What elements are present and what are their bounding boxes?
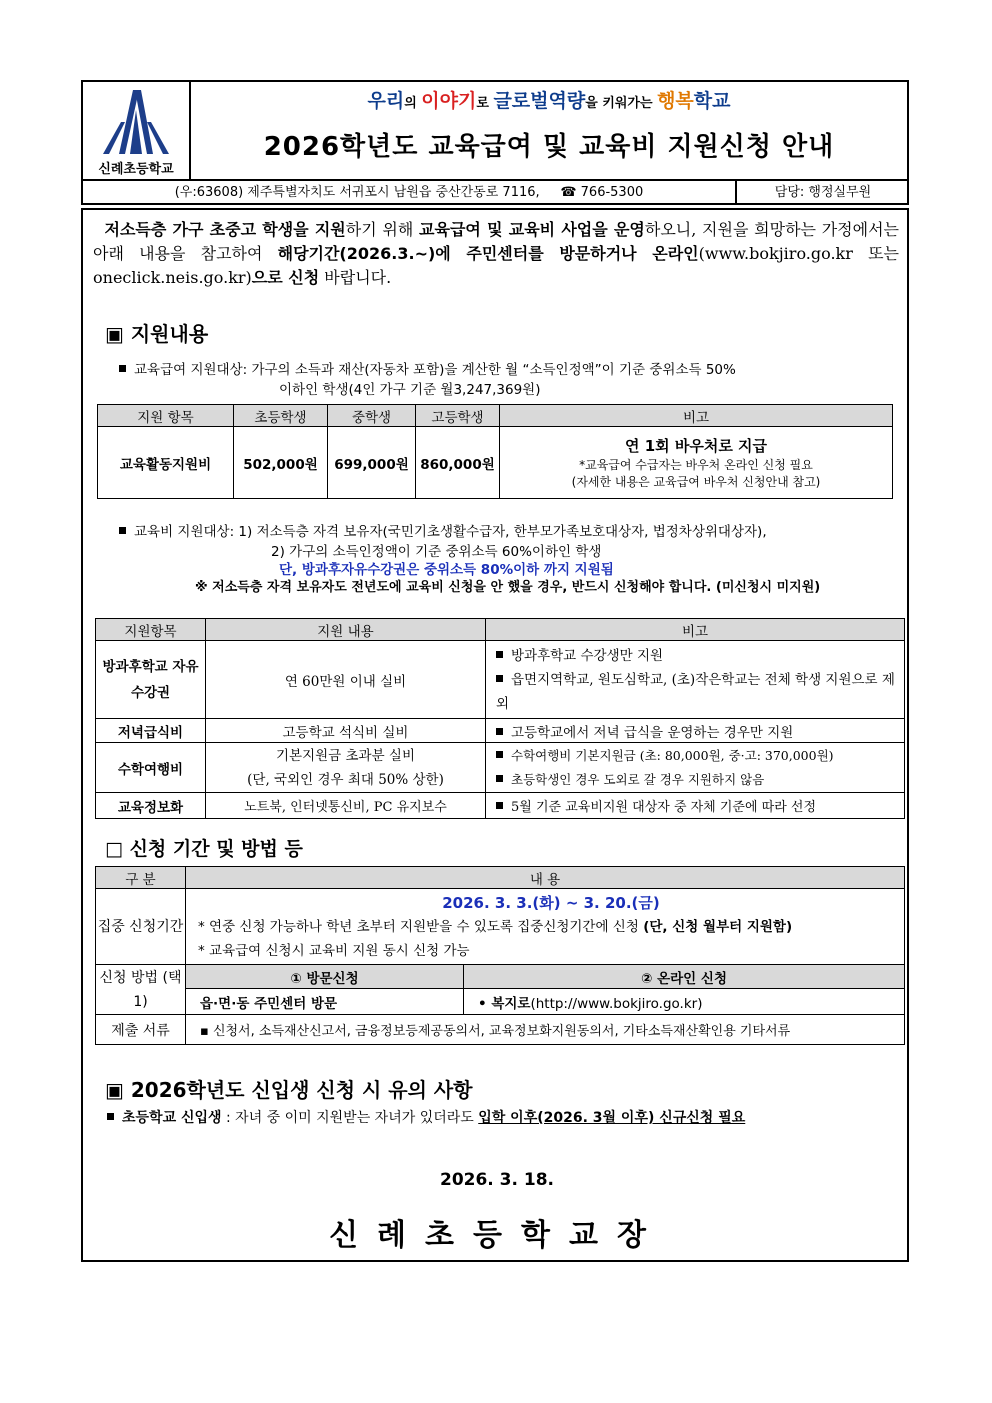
table-cell: 신청 방법 (택1) bbox=[96, 965, 186, 1015]
content-line: 기본지원금 초과분 실비 bbox=[276, 747, 415, 764]
edu-benefit-target bbox=[119, 360, 905, 380]
table-cell: 방과후학교 자유수강권 bbox=[96, 641, 206, 719]
content-line: (단, 국외인 경우 최대 50% 상한) bbox=[247, 771, 444, 788]
contact-row bbox=[83, 179, 907, 205]
table-cell: 교육정보화 bbox=[96, 793, 206, 819]
bullet-icon bbox=[107, 1113, 114, 1120]
bullet-icon bbox=[496, 675, 503, 682]
table-cell-note bbox=[500, 427, 893, 499]
table-header: 초등학생 bbox=[234, 405, 328, 427]
note-text: : 자녀 중 이미 지원받는 자녀가 있더라도 bbox=[221, 1110, 479, 1126]
notice-line: ※ 저소득층 자격 보유자도 전년도에 교육비 신청을 안 했을 경우, 반드시 신청해야 합니다. (미신청시 미지원) bbox=[195, 580, 821, 595]
note-text: 고등학교에서 저녁 급식을 운영하는 경우만 지원 bbox=[511, 724, 794, 741]
note-line bbox=[496, 668, 904, 716]
table-header: 구 분 bbox=[96, 867, 186, 889]
section-title-freshmen: ▣ 2026학년도 신입생 신청 시 유의 사항 bbox=[105, 1078, 473, 1102]
method-url: (http://www.bokjiro.go.kr) bbox=[530, 995, 703, 1012]
note-text: * 연중 신청 가능하나 학년 초부터 지원받을 수 있도록 집중신청기간에 신청 bbox=[198, 918, 639, 935]
school-slogan bbox=[191, 84, 907, 121]
address-cell bbox=[83, 181, 737, 205]
intro-bold: 으로 신청 bbox=[251, 268, 320, 287]
edu-cost-target bbox=[119, 522, 909, 542]
table-cell: 노트북, 인터넷통신비, PC 유지보수 bbox=[206, 793, 486, 819]
edu-benefit-target-2: 이하인 학생(4인 가구 기준 월3,247,369원) bbox=[279, 382, 541, 398]
table-cell: 502,000원 bbox=[234, 427, 328, 499]
address: (우:63608) 제주특별자치도 서귀포시 남원읍 중산간동로 7116, bbox=[174, 185, 540, 200]
note-text: 읍면지역학교, 원도심학교, (초)작은학교는 전체 학생 지원으로 제외 bbox=[496, 671, 895, 712]
slogan-part: 학교 bbox=[693, 90, 731, 112]
letterhead bbox=[81, 80, 909, 205]
table-header: 비고 bbox=[500, 405, 893, 427]
note-text: 방과후학교 수강생만 지원 bbox=[511, 647, 664, 664]
bullet-icon bbox=[496, 802, 503, 809]
table-cell: ▪ 신청서, 소득재산신고서, 금융정보등제공동의서, 교육정보화지원동의서, 기타소득재산확인용 기타서류 bbox=[186, 1015, 905, 1045]
slogan-part: 우리 bbox=[367, 90, 405, 112]
table-cell: 읍·면·동 주민센터 방문 bbox=[186, 989, 464, 1015]
table-header: 지원항목 bbox=[96, 619, 206, 641]
section-title-support: ▣ 지원내용 bbox=[105, 322, 209, 346]
method-bold: • 복지로 bbox=[478, 995, 531, 1012]
table-header: 중학생 bbox=[328, 405, 416, 427]
table-cell bbox=[206, 743, 486, 793]
bullet-icon bbox=[496, 775, 503, 782]
slogan-part: 이야기 bbox=[421, 90, 477, 112]
table-header: ① 방문신청 bbox=[186, 965, 464, 989]
freshmen-note bbox=[107, 1108, 745, 1128]
table-header: 고등학생 bbox=[416, 405, 500, 427]
bullet-text: 교육비 지원대상: 1) 저소득층 자격 보유자(국민기초생활수급자, 한부모가족보호대상자, 법정차상위대상자), bbox=[134, 524, 767, 540]
section-title-application: □ 신청 기간 및 방법 등 bbox=[105, 838, 303, 860]
slogan-part: 로 bbox=[476, 96, 494, 111]
phone: ☎ 766-5300 bbox=[560, 185, 644, 200]
table-header: 비고 bbox=[486, 619, 905, 641]
table-header: 지원 항목 bbox=[98, 405, 234, 427]
school-name-label: 신례초등학교 bbox=[98, 162, 174, 177]
intro-text: 하기 위해 bbox=[345, 220, 420, 239]
document-title: 2026학년도 교육급여 및 교육비 지원신청 안내 bbox=[263, 132, 835, 162]
note-underline: 입학 이후(2026. 3월 이후) 신규신청 필요 bbox=[478, 1110, 746, 1126]
bullet-icon bbox=[496, 728, 503, 735]
period-date: 2026. 3. 3.(화) ~ 3. 20.(금) bbox=[442, 893, 660, 912]
table-cell bbox=[464, 989, 905, 1015]
application-table bbox=[95, 866, 905, 1045]
intro-bold: 해당기간(2026.3.~)에 주민센터를 방문하거나 온라인 bbox=[277, 244, 699, 263]
slogan-part: 의 bbox=[404, 96, 422, 111]
intro-text: 바랍니다. bbox=[319, 268, 392, 287]
intro-bold: 저소득층 가구 초중고 학생을 지원 bbox=[104, 220, 346, 239]
slogan-part: 행복 bbox=[657, 90, 694, 112]
period-cell bbox=[186, 889, 905, 965]
table-header: 지원 내용 bbox=[206, 619, 486, 641]
duty-cell: 담당: 행정실무원 bbox=[774, 185, 872, 200]
table-cell-notes bbox=[486, 743, 905, 793]
note-text: 5월 기준 교육비지원 대상자 중 자체 기준에 따라 선정 bbox=[511, 800, 817, 815]
school-emblem-icon bbox=[99, 88, 173, 156]
table-cell: 수학여행비 bbox=[96, 743, 206, 793]
bullet-icon bbox=[496, 651, 503, 658]
table-cell: 집중 신청기간 bbox=[96, 889, 186, 965]
table-cell: 저녁급식비 bbox=[96, 719, 206, 743]
note-text: 초등학생인 경우 도외로 갈 경우 지원하지 않음 bbox=[511, 771, 765, 787]
note-line bbox=[496, 644, 904, 668]
document-body bbox=[81, 208, 909, 1262]
bullet-text: 교육급여 지원대상: 가구의 소득과 재산(자동차 포함)을 계산한 월 “소득인정액”이 기준 중위소득 50% bbox=[134, 362, 736, 378]
note-line bbox=[496, 744, 904, 768]
table-cell: 860,000원 bbox=[416, 427, 500, 499]
table-cell-notes bbox=[486, 793, 905, 819]
bullet-icon bbox=[119, 365, 126, 372]
edu-cost-target-2: 2) 가구의 소득인정액이 기준 중위소득 60%이하인 학생 bbox=[271, 544, 602, 560]
table-cell-notes bbox=[486, 719, 905, 743]
note-line bbox=[496, 768, 904, 792]
document-date: 2026. 3. 18. bbox=[439, 1170, 554, 1190]
bullet-icon bbox=[119, 527, 126, 534]
table-cell: 고등학교 석식비 실비 bbox=[206, 719, 486, 743]
principal-signature: 신례초등학교장 bbox=[329, 1218, 665, 1253]
table-cell: 교육활동지원비 bbox=[98, 427, 234, 499]
cost-table bbox=[95, 618, 905, 819]
benefit-table bbox=[97, 404, 893, 499]
table-cell: 699,000원 bbox=[328, 427, 416, 499]
note-line: (자세한 내용은 교육급여 바우처 신청안내 참고) bbox=[571, 475, 821, 489]
note-text: 수학여행비 기본지원금 (초: 80,000원, 중·고: 370,000원) bbox=[511, 747, 834, 763]
note-bold: (단, 신청 월부터 지원함) bbox=[643, 918, 793, 935]
slogan-part: 을 키워가는 bbox=[585, 96, 658, 111]
slogan-part: 글로벌역량 bbox=[493, 90, 586, 112]
note-line: *교육급여 수급자는 바우처 온라인 신청 필요 bbox=[579, 458, 813, 472]
intro-text: (www.bokjiro.go.kr 또는 oneclick.neis.go.kr) bbox=[93, 244, 899, 287]
bullet-icon bbox=[496, 751, 503, 758]
intro-text: 하오니, 지원을 희망하는 가정에서는 아래 내용을 참고하여 bbox=[93, 220, 899, 263]
school-logo bbox=[83, 82, 191, 179]
period-note bbox=[198, 915, 904, 939]
intro-paragraph bbox=[93, 218, 899, 290]
edu-cost-target-3: 단, 방과후자유수강권은 중위소득 80%이하 까지 지원됨 bbox=[279, 562, 614, 578]
table-header: ② 온라인 신청 bbox=[464, 965, 905, 989]
table-header: 내 용 bbox=[186, 867, 905, 889]
table-cell: 연 60만원 이내 실비 bbox=[206, 641, 486, 719]
intro-bold: 교육급여 및 교육비 사업을 운영 bbox=[419, 220, 645, 239]
note-bold: 초등학교 신입생 bbox=[122, 1110, 222, 1126]
table-cell-notes bbox=[486, 641, 905, 719]
note-line: 연 1회 바우처로 지급 bbox=[624, 437, 768, 455]
period-note: * 교육급여 신청시 교육비 지원 동시 신청 가능 bbox=[198, 942, 470, 959]
table-cell: 제출 서류 bbox=[96, 1015, 186, 1045]
